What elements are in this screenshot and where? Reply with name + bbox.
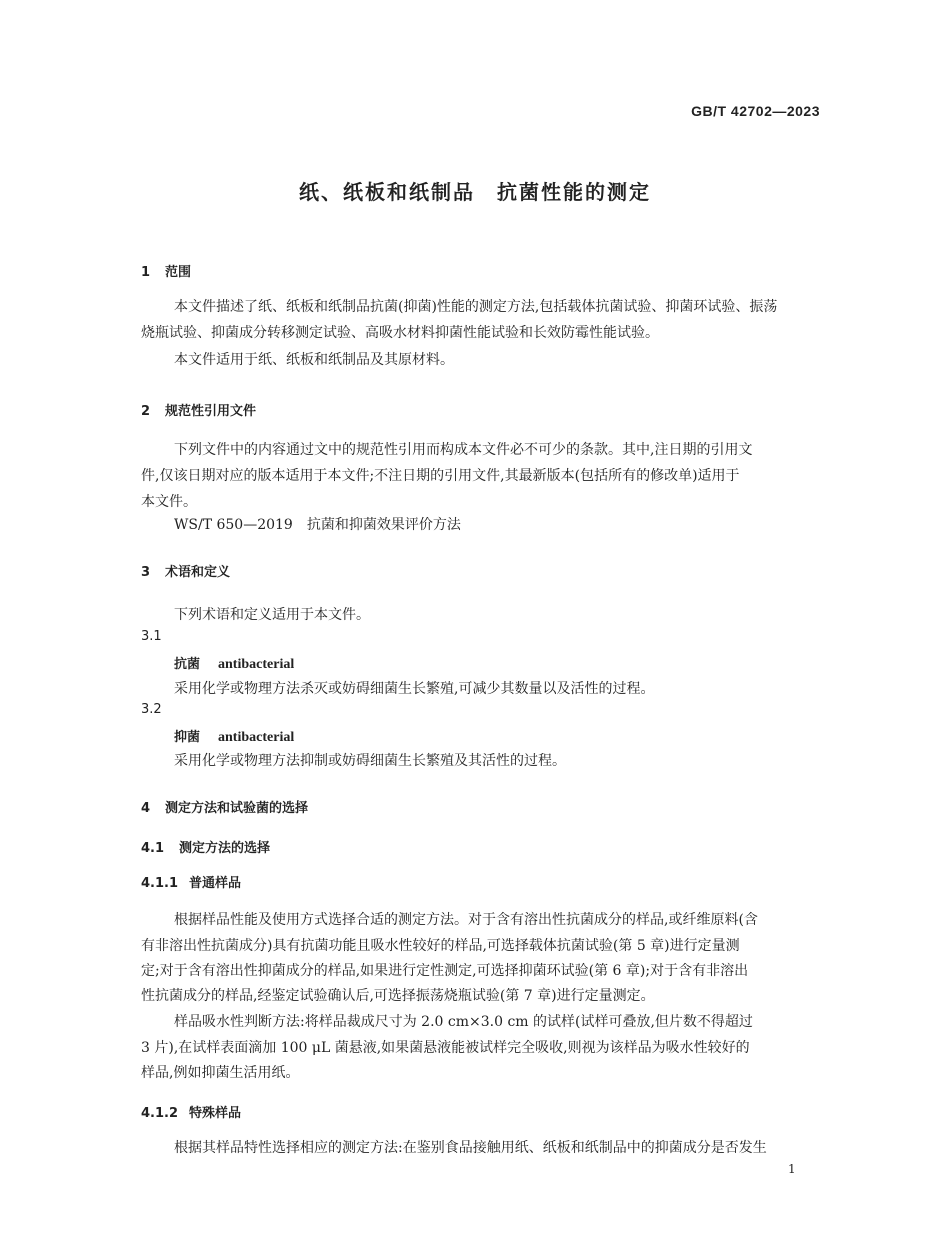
- section-title: 术语和定义: [165, 565, 231, 580]
- term-english: antibacterial: [218, 730, 295, 745]
- section-title: 特殊样品: [189, 1106, 242, 1121]
- section-4-1-heading: [141, 837, 270, 856]
- section-number: 4.1: [141, 841, 165, 856]
- section-1-heading: [141, 261, 191, 280]
- section-3-heading: [141, 561, 230, 580]
- term-definition: 采用化学或物理方法抑制或妨碍细菌生长繁殖及其活性的过程。: [174, 753, 566, 769]
- paragraph-line: 样品吸水性判断方法:将样品裁成尺寸为 2.0 cm×3.0 cm 的试样(试样可叠放,但片数不得超过: [174, 1014, 753, 1030]
- section-title: 规范性引用文件: [165, 404, 257, 419]
- section-number: 4: [141, 801, 151, 816]
- paragraph-line: 根据样品性能及使用方式选择合适的测定方法。对于含有溶出性抗菌成分的样品,或纤维原料(含: [174, 912, 758, 928]
- paragraph-line: 下列文件中的内容通过文中的规范性引用而构成本文件必不可少的条款。其中,注日期的引用文: [174, 442, 753, 458]
- section-number: 1: [141, 265, 151, 280]
- section-4-1-1-heading: [141, 872, 241, 891]
- section-title: 测定方法的选择: [179, 841, 271, 856]
- normative-reference: WS/T 650—2019 抗菌和抑菌效果评价方法: [174, 517, 461, 533]
- section-number: 2: [141, 404, 151, 419]
- paragraph-line: 本文件描述了纸、纸板和纸制品抗菌(抑菌)性能的测定方法,包括载体抗菌试验、抑菌环试验、振荡: [174, 299, 778, 315]
- term-english: antibacterial: [218, 657, 295, 672]
- section-number: 4.1.1: [141, 876, 179, 891]
- term-chinese: 抑菌: [174, 730, 201, 745]
- document-title: 纸、纸板和纸制品 抗菌性能的测定: [299, 180, 651, 204]
- paragraph-line: 有非溶出性抗菌成分)具有抗菌功能且吸水性较好的样品,可选择载体抗菌试验(第 5 章)进行定量测: [141, 938, 740, 954]
- section-title: 范围: [165, 265, 192, 280]
- paragraph-line: 本文件。: [141, 494, 197, 510]
- paragraph-line: 定;对于含有溶出性抑菌成分的样品,如果进行定性测定,可选择抑菌环试验(第 6 章);对于含有非溶出: [141, 963, 749, 979]
- page-number: 1: [788, 1162, 796, 1176]
- paragraph-line: 根据其样品特性选择相应的测定方法:在鉴别食品接触用纸、纸板和纸制品中的抑菌成分是否发生: [174, 1140, 767, 1156]
- paragraph-line: 性抗菌成分的样品,经鉴定试验确认后,可选择振荡烧瓶试验(第 7 章)进行定量测定。: [141, 988, 655, 1004]
- section-4-1-2-heading: [141, 1102, 241, 1121]
- term-definition: 采用化学或物理方法杀灭或妨碍细菌生长繁殖,可减少其数量以及活性的过程。: [174, 681, 655, 697]
- term-entry: [174, 726, 294, 746]
- paragraph-line: 本文件适用于纸、纸板和纸制品及其原材料。: [174, 352, 454, 368]
- section-title: 普通样品: [189, 876, 242, 891]
- paragraph-line: 样品,例如抑菌生活用纸。: [141, 1065, 300, 1081]
- paragraph-line: 件,仅该日期对应的版本适用于本文件;不注日期的引用文件,其最新版本(包括所有的修改单)适用于: [141, 468, 740, 484]
- section-4-heading: [141, 797, 308, 816]
- paragraph-line: 烧瓶试验、抑菌成分转移测定试验、高吸水材料抑菌性能试验和长效防霉性能试验。: [141, 325, 659, 341]
- term-number: 3.2: [141, 702, 162, 717]
- section-title: 测定方法和试验菌的选择: [165, 801, 309, 816]
- term-entry: [174, 653, 294, 673]
- paragraph-line: 3 片),在试样表面滴加 100 μL 菌悬液,如果菌悬液能被试样完全吸收,则视为该样品为吸水性较好的: [141, 1040, 750, 1056]
- standard-number: GB/T 42702—2023: [691, 103, 820, 119]
- section-number: 4.1.2: [141, 1106, 179, 1121]
- paragraph-line: 下列术语和定义适用于本文件。: [174, 607, 370, 623]
- section-number: 3: [141, 565, 151, 580]
- term-number: 3.1: [141, 629, 162, 644]
- section-2-heading: [141, 400, 256, 419]
- term-chinese: 抗菌: [174, 657, 201, 672]
